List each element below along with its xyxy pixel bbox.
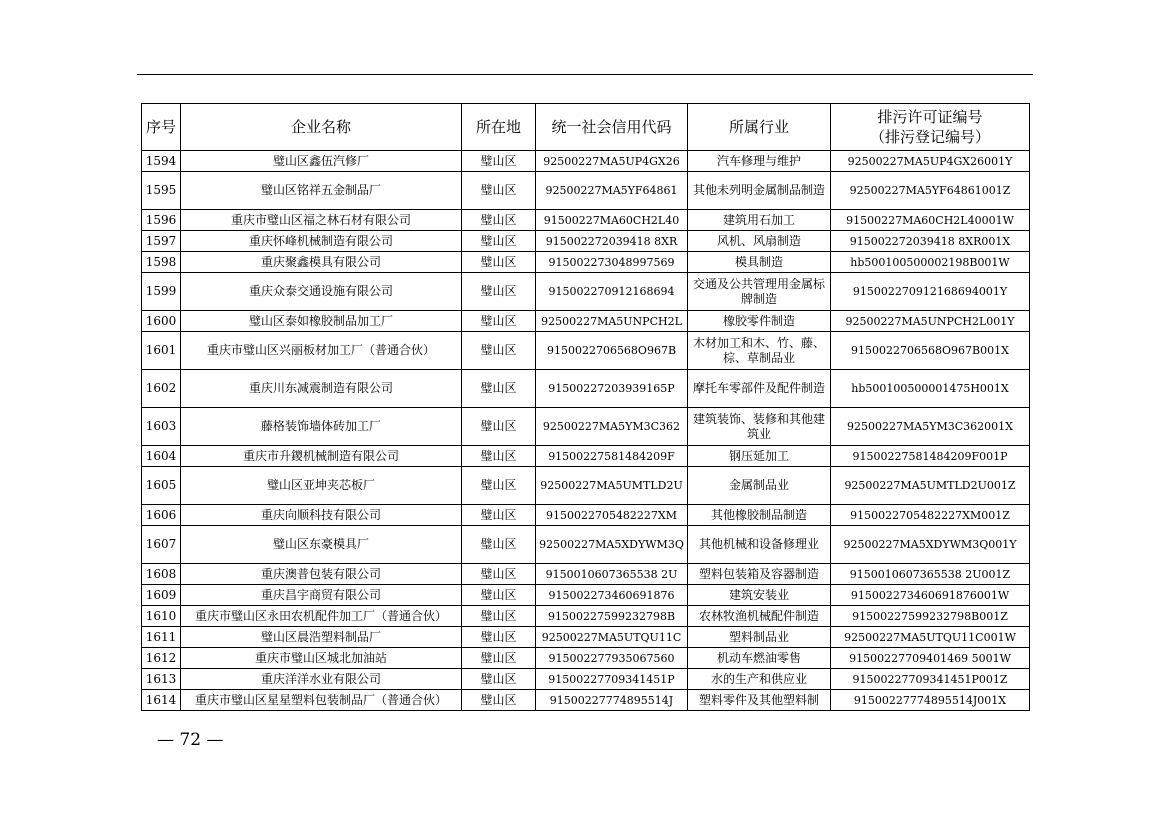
cell-location: 璧山区: [462, 370, 536, 408]
cell-credit-code: 91500227774895514J: [536, 690, 688, 711]
cell-permit-number: 92500227MA5YM3C362001X: [831, 408, 1030, 446]
cell-industry: 橡胶零件制造: [688, 311, 831, 332]
cell-industry: 水的生产和供应业: [688, 669, 831, 690]
cell-credit-code: 92500227MA5UMTLD2U: [536, 467, 688, 505]
table-row: [142, 273, 1030, 311]
header-credit-code: 统一社会信用代码: [536, 104, 688, 151]
cell-credit-code: 92500227MA5YF64861: [536, 172, 688, 210]
cell-industry: 塑料制品业: [688, 627, 831, 648]
cell-permit-number: 92500227MA5XDYWM3Q001Y: [831, 526, 1030, 564]
cell-seq: 1612: [142, 648, 181, 669]
cell-industry: 机动车燃油零售: [688, 648, 831, 669]
cell-seq: 1604: [142, 446, 181, 467]
cell-company-name: 璧山区亚坤夹芯板厂: [181, 467, 462, 505]
table-row: [142, 648, 1030, 669]
cell-permit-number: 915002272039418 8XR001X: [831, 231, 1030, 252]
cell-seq: 1596: [142, 210, 181, 231]
cell-location: 璧山区: [462, 585, 536, 606]
cell-company-name: 璧山区铭祥五金制品厂: [181, 172, 462, 210]
cell-location: 璧山区: [462, 151, 536, 172]
cell-location: 璧山区: [462, 467, 536, 505]
cell-seq: 1608: [142, 564, 181, 585]
cell-permit-number: 9150022706568O967B001X: [831, 332, 1030, 370]
cell-credit-code: 91500227MA60CH2L40: [536, 210, 688, 231]
cell-company-name: 重庆市璧山区兴丽板材加工厂（普通合伙）: [181, 332, 462, 370]
cell-industry: 塑料零件及其他塑料制: [688, 690, 831, 711]
cell-location: 璧山区: [462, 332, 536, 370]
cell-seq: 1614: [142, 690, 181, 711]
cell-permit-number: 91500227581484209F001P: [831, 446, 1030, 467]
cell-seq: 1613: [142, 669, 181, 690]
table-row: [142, 627, 1030, 648]
cell-permit-number: 92500227MA5YF64861001Z: [831, 172, 1030, 210]
cell-location: 璧山区: [462, 446, 536, 467]
cell-location: 璧山区: [462, 526, 536, 564]
table-row: [142, 585, 1030, 606]
cell-credit-code: 91500227203939165P: [536, 370, 688, 408]
cell-company-name: 璧山区鑫伍汽修厂: [181, 151, 462, 172]
table-row: [142, 172, 1030, 210]
cell-industry: 木材加工和木、竹、藤、棕、草制品业: [688, 332, 831, 370]
cell-location: 璧山区: [462, 669, 536, 690]
cell-seq: 1601: [142, 332, 181, 370]
cell-company-name: 重庆澳普包装有限公司: [181, 564, 462, 585]
cell-permit-number: 92500227MA5UTQU11C001W: [831, 627, 1030, 648]
cell-credit-code: 915002273048997569: [536, 252, 688, 273]
cell-seq: 1610: [142, 606, 181, 627]
cell-credit-code: 92500227MA5UNPCH2L: [536, 311, 688, 332]
table-header-row: [142, 104, 1030, 151]
cell-credit-code: 915002273460691876: [536, 585, 688, 606]
cell-seq: 1595: [142, 172, 181, 210]
table-row: [142, 311, 1030, 332]
cell-industry: 交通及公共管理用金属标牌制造: [688, 273, 831, 311]
cell-industry: 摩托车零部件及配件制造: [688, 370, 831, 408]
cell-location: 璧山区: [462, 231, 536, 252]
cell-company-name: 重庆市升鑁机械制造有限公司: [181, 446, 462, 467]
cell-company-name: 璧山区泰如橡胶制品加工厂: [181, 311, 462, 332]
cell-company-name: 重庆向顺科技有限公司: [181, 505, 462, 526]
cell-location: 璧山区: [462, 252, 536, 273]
cell-industry: 其他机械和设备修理业: [688, 526, 831, 564]
table-row: [142, 669, 1030, 690]
cell-permit-number: 91500227709341451P001Z: [831, 669, 1030, 690]
cell-permit-number: 915002270912168694001Y: [831, 273, 1030, 311]
cell-location: 璧山区: [462, 408, 536, 446]
table-row: [142, 690, 1030, 711]
cell-credit-code: 915002272039418 8XR: [536, 231, 688, 252]
cell-industry: 金属制品业: [688, 467, 831, 505]
cell-location: 璧山区: [462, 273, 536, 311]
cell-company-name: 璧山区晨浩塑料制品厂: [181, 627, 462, 648]
cell-seq: 1605: [142, 467, 181, 505]
cell-industry: 建筑装饰、装修和其他建筑业: [688, 408, 831, 446]
cell-location: 璧山区: [462, 210, 536, 231]
cell-company-name: 重庆川东减震制造有限公司: [181, 370, 462, 408]
cell-seq: 1594: [142, 151, 181, 172]
cell-seq: 1606: [142, 505, 181, 526]
cell-credit-code: 92500227MA5UTQU11C: [536, 627, 688, 648]
cell-credit-code: 9150022706568O967B: [536, 332, 688, 370]
cell-seq: 1607: [142, 526, 181, 564]
cell-company-name: 重庆市璧山区星星塑料包装制品厂（普通合伙）: [181, 690, 462, 711]
cell-permit-number: hb500100500001475H001X: [831, 370, 1030, 408]
table-row: [142, 446, 1030, 467]
cell-location: 璧山区: [462, 627, 536, 648]
cell-credit-code: 915002277935067560: [536, 648, 688, 669]
table-row: [142, 210, 1030, 231]
table-row: [142, 252, 1030, 273]
cell-industry: 其他橡胶制品制造: [688, 505, 831, 526]
cell-credit-code: 91500227709341451P: [536, 669, 688, 690]
cell-credit-code: 9150010607365538 2U: [536, 564, 688, 585]
table-row: [142, 370, 1030, 408]
cell-location: 璧山区: [462, 606, 536, 627]
cell-seq: 1598: [142, 252, 181, 273]
table-row: [142, 231, 1030, 252]
cell-industry: 农林牧渔机械配件制造: [688, 606, 831, 627]
cell-seq: 1609: [142, 585, 181, 606]
table-row: [142, 526, 1030, 564]
cell-seq: 1599: [142, 273, 181, 311]
cell-seq: 1597: [142, 231, 181, 252]
cell-location: 璧山区: [462, 311, 536, 332]
cell-company-name: 藤格装饰墙体砖加工厂: [181, 408, 462, 446]
cell-permit-number: 91500227709401469 5001W: [831, 648, 1030, 669]
cell-credit-code: 91500227599232798B: [536, 606, 688, 627]
cell-permit-number: 92500227MA5UNPCH2L001Y: [831, 311, 1030, 332]
table-row: [142, 505, 1030, 526]
cell-credit-code: 91500227581484209F: [536, 446, 688, 467]
cell-permit-number: 915002273460691876001W: [831, 585, 1030, 606]
cell-location: 璧山区: [462, 690, 536, 711]
cell-permit-number: hb500100500002198B001W: [831, 252, 1030, 273]
cell-credit-code: 9150022705482227XM: [536, 505, 688, 526]
cell-permit-number: 92500227MA5UMTLD2U001Z: [831, 467, 1030, 505]
cell-industry: 建筑用石加工: [688, 210, 831, 231]
table-row: [142, 467, 1030, 505]
cell-location: 璧山区: [462, 172, 536, 210]
page-number: — 72 —: [157, 730, 224, 750]
cell-permit-number: 91500227MA60CH2L40001W: [831, 210, 1030, 231]
table-row: [142, 408, 1030, 446]
cell-seq: 1603: [142, 408, 181, 446]
cell-location: 璧山区: [462, 505, 536, 526]
cell-industry: 建筑安装业: [688, 585, 831, 606]
cell-permit-number: 91500227774895514J001X: [831, 690, 1030, 711]
cell-seq: 1611: [142, 627, 181, 648]
cell-company-name: 重庆市璧山区福之林石材有限公司: [181, 210, 462, 231]
header-permit-number: 排污许可证编号 （排污登记编号）: [831, 104, 1030, 151]
header-company-name: 企业名称: [181, 104, 462, 151]
cell-company-name: 重庆洋洋水业有限公司: [181, 669, 462, 690]
cell-industry: 模具制造: [688, 252, 831, 273]
header-industry: 所属行业: [688, 104, 831, 151]
cell-company-name: 璧山区东豪模具厂: [181, 526, 462, 564]
table-row: [142, 606, 1030, 627]
cell-company-name: 重庆市璧山区永田农机配件加工厂（普通合伙）: [181, 606, 462, 627]
cell-permit-number: 92500227MA5UP4GX26001Y: [831, 151, 1030, 172]
cell-permit-number: 9150022705482227XM001Z: [831, 505, 1030, 526]
header-rule: [137, 74, 1033, 75]
table-row: [142, 332, 1030, 370]
cell-industry: 风机、风扇制造: [688, 231, 831, 252]
cell-credit-code: 92500227MA5XDYWM3Q: [536, 526, 688, 564]
cell-industry: 钢压延加工: [688, 446, 831, 467]
cell-company-name: 重庆昌宇商贸有限公司: [181, 585, 462, 606]
cell-company-name: 重庆怀峰机械制造有限公司: [181, 231, 462, 252]
cell-permit-number: 91500227599232798B001Z: [831, 606, 1030, 627]
cell-location: 璧山区: [462, 648, 536, 669]
header-location: 所在地: [462, 104, 536, 151]
cell-credit-code: 92500227MA5UP4GX26: [536, 151, 688, 172]
table-row: [142, 564, 1030, 585]
cell-company-name: 重庆众泰交通设施有限公司: [181, 273, 462, 311]
cell-industry: 塑料包装箱及容器制造: [688, 564, 831, 585]
header-seq: 序号: [142, 104, 181, 151]
cell-seq: 1600: [142, 311, 181, 332]
cell-credit-code: 915002270912168694: [536, 273, 688, 311]
table-row: [142, 151, 1030, 172]
cell-permit-number: 9150010607365538 2U001Z: [831, 564, 1030, 585]
records-table: [141, 103, 1030, 711]
cell-company-name: 重庆聚鑫模具有限公司: [181, 252, 462, 273]
cell-seq: 1602: [142, 370, 181, 408]
cell-company-name: 重庆市璧山区城北加油站: [181, 648, 462, 669]
cell-industry: 其他未列明金属制品制造: [688, 172, 831, 210]
cell-industry: 汽车修理与维护: [688, 151, 831, 172]
cell-location: 璧山区: [462, 564, 536, 585]
cell-credit-code: 92500227MA5YM3C362: [536, 408, 688, 446]
